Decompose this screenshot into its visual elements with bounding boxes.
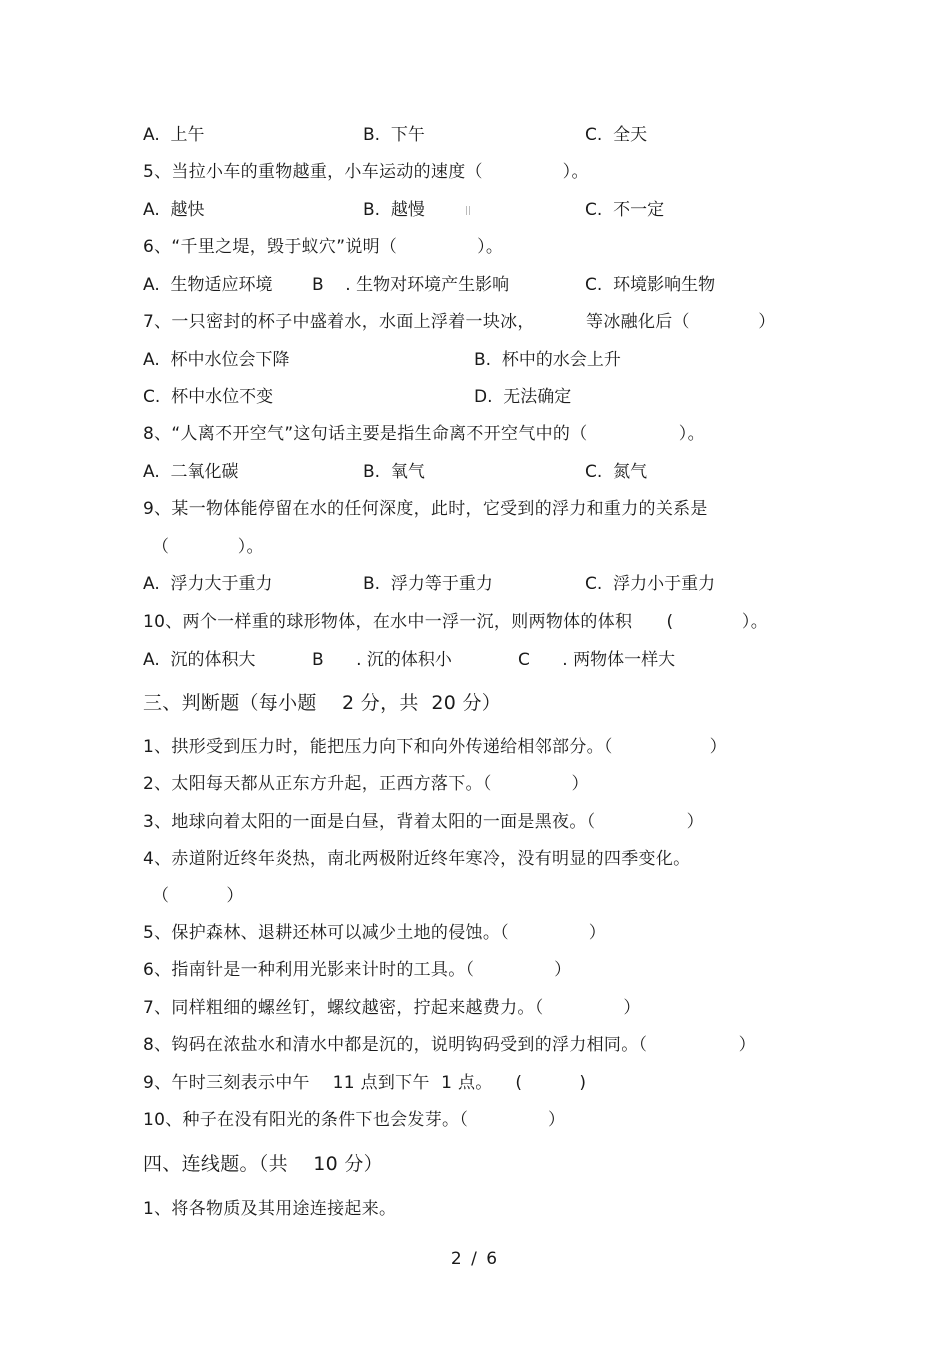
q9-option-a: A. 浮力大于重力 [143,574,273,594]
q6-stem: 6、“千里之堤，毁于蚁穴”说明（ ）。 [143,237,504,257]
section4-heading: 四、连线题。（共 10 分） [143,1153,383,1175]
q4-option-b: B. 下午 [363,125,425,145]
q10-option-b: B . 沉的体积小 [312,650,452,670]
q10-option-c: C . 两物体一样大 [518,650,676,670]
q9-stem-continued: （ ）。 [152,537,264,557]
q6-option-b: B . 生物对环境产生影响 [312,275,510,295]
page-number: 2 / 6 [450,1249,500,1269]
judge-item-3: 3、地球向着太阳的一面是白昼，背着太阳的一面是黑夜。（ ） [143,812,704,832]
judge-item-8: 8、钩码在浓盐水和清水中都是沉的，说明钩码受到的浮力相同。（ ） [143,1035,756,1055]
q5-option-a: A. 越快 [143,200,205,220]
q7-option-d: D. 无法确定 [474,387,572,407]
q10-option-a: A. 沉的体积大 [143,650,256,670]
judge-item-9: 9、午时三刻表示中午 11 点到下午 1 点。 ( ) [143,1073,587,1093]
judge-item-4: 4、赤道附近终年炎热，南北两极附近终年寒冷，没有明显的四季变化。 [143,849,691,869]
judge-item-1: 1、拱形受到压力时，能把压力向下和向外传递给相邻部分。（ ） [143,737,727,757]
q4-option-a: A. 上午 [143,125,205,145]
q5-option-c: C. 不一定 [585,200,665,220]
judge-item-2: 2、太阳每天都从正东方升起，正西方落下。（ ） [143,774,589,794]
q5-stem: 5、当拉小车的重物越重，小车运动的速度（ ）。 [143,162,589,182]
q7-option-c: C. 杯中水位不变 [143,387,274,407]
section3-heading: 三、判断题（每小题 2 分，共 20 分） [143,692,502,714]
match-item-1: 1、将各物质及其用途连接起来。 [143,1199,397,1219]
q9-option-b: B. 浮力等于重力 [363,574,493,594]
q8-option-b: B. 氧气 [363,462,425,482]
q8-option-a: A. 二氧化碳 [143,462,239,482]
q4-option-c: C. 全天 [585,125,648,145]
q9-stem: 9、某一物体能停留在水的任何深度，此时，它受到的浮力和重力的关系是 [143,499,708,519]
q8-option-c: C. 氮气 [585,462,648,482]
judge-item-7: 7、同样粗细的螺丝钉，螺纹越密，拧起来越费力。（ ） [143,998,641,1018]
judge-item-10: 10、种子在没有阳光的条件下也会发芽。（ ） [143,1110,566,1130]
scan-mark [466,206,470,215]
q9-option-c: C. 浮力小于重力 [585,574,716,594]
judge-item-5: 5、保护森林、退耕还林可以减少土地的侵蚀。（ ） [143,923,607,943]
q5-option-b: B. 越慢 [363,200,425,220]
q10-stem: 10、两个一样重的球形物体，在水中一浮一沉，则两物体的体积 ( ）。 [143,612,769,632]
q7-option-b: B. 杯中的水会上升 [474,350,621,370]
q7-option-a: A. 杯中水位会下降 [143,350,290,370]
q6-option-c: C. 环境影响生物 [585,275,716,295]
q6-option-a: A. 生物适应环境 [143,275,273,295]
judge-item-4-answer: （ ） [152,886,244,906]
q7-stem: 7、一只密封的杯子中盛着水，水面上浮着一块冰， 等冰融化后（ ） [143,312,776,332]
judge-item-6: 6、指南针是一种利用光影来计时的工具。（ ） [143,960,572,980]
q8-stem: 8、“人离不开空气”这句话主要是指生命离不开空气中的（ ）。 [143,424,705,444]
